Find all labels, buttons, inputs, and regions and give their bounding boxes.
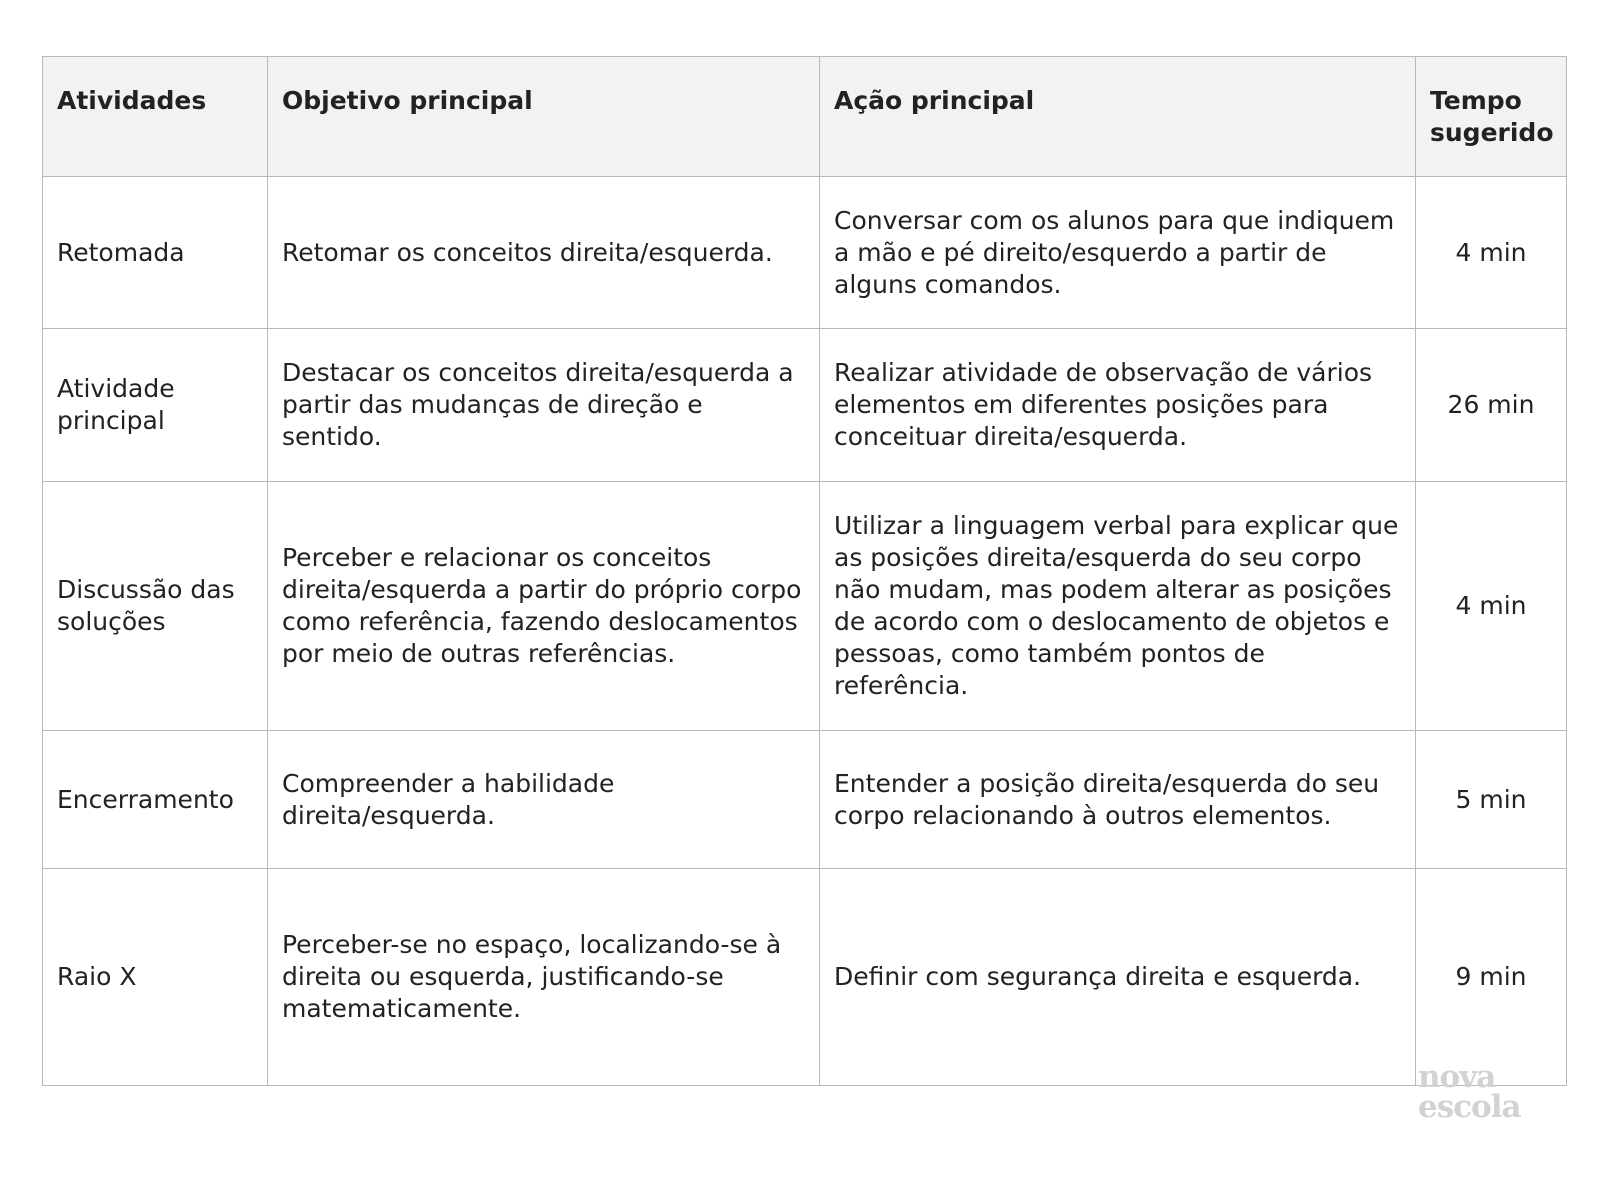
goal-text: Compreender a habilidade direita/esquerda.: [282, 768, 615, 830]
action-text: Utilizar a linguagem verbal para explicar que as posições direita/esquerda do seu corpo não mudam, mas podem alterar as posições de acordo com o deslocamento de objetos e pessoas, como também pontos de referência.: [834, 511, 1399, 700]
header-main-goal: Objetivo principal: [268, 57, 820, 177]
activity-text: Raio X: [57, 962, 137, 991]
table-header-row: [43, 57, 1567, 177]
activity-cell: [43, 731, 268, 869]
nova-escola-logo: [1418, 1059, 1538, 1125]
time-text: 26 min: [1447, 390, 1535, 419]
action-cell: [820, 869, 1416, 1086]
time-cell: [1416, 869, 1567, 1086]
time-text: 9 min: [1455, 962, 1527, 991]
goal-cell: [268, 177, 820, 329]
logo-line-2: escola: [1418, 1089, 1521, 1125]
table-row: [43, 869, 1567, 1086]
goal-text: Perceber-se no espaço, localizando-se à direita ou esquerda, justificando-se matematicamente.: [282, 930, 782, 1023]
header-main-action: Ação principal: [820, 57, 1416, 177]
header-activities: Atividades: [43, 57, 268, 177]
action-text: Realizar atividade de observação de vários elementos em diferentes posições para conceituar direita/esquerda.: [834, 358, 1373, 451]
table-row: [43, 482, 1567, 731]
lesson-plan-table: [42, 56, 1567, 1086]
time-cell: [1416, 177, 1567, 329]
activity-cell: [43, 869, 268, 1086]
table-row: [43, 329, 1567, 482]
time-cell: [1416, 731, 1567, 869]
activity-text: Discussão das soluções: [57, 575, 235, 636]
goal-text: Destacar os conceitos direita/esquerda a partir das mudanças de direção e sentido.: [282, 358, 794, 451]
time-text: 4 min: [1455, 237, 1527, 267]
header-suggested-time: Tempo sugerido: [1416, 57, 1567, 177]
goal-cell: [268, 869, 820, 1086]
activity-text: Atividade principal: [57, 374, 175, 435]
action-cell: [820, 482, 1416, 731]
time-cell: [1416, 482, 1567, 731]
goal-cell: [268, 329, 820, 482]
table-row: [43, 731, 1567, 869]
action-cell: [820, 177, 1416, 329]
time-text: 5 min: [1455, 784, 1527, 814]
activity-cell: [43, 329, 268, 482]
goal-text: Perceber e relacionar os conceitos direita/esquerda a partir do próprio corpo como referência, fazendo deslocamentos por meio de outras referências.: [282, 543, 802, 668]
goal-cell: [268, 482, 820, 731]
activity-text: Encerramento: [57, 784, 234, 814]
action-cell: [820, 329, 1416, 482]
goal-text: Retomar os conceitos direita/esquerda.: [282, 237, 773, 267]
action-text: Conversar com os alunos para que indiquem a mão e pé direito/esquerdo a partir de alguns comandos.: [834, 205, 1395, 299]
action-text: Entender a posição direita/esquerda do seu corpo relacionando à outros elementos.: [834, 768, 1380, 830]
activity-cell: [43, 177, 268, 329]
activity-cell: [43, 482, 268, 731]
time-cell: [1416, 329, 1567, 482]
goal-cell: [268, 731, 820, 869]
table-row: [43, 177, 1567, 329]
activity-text: Retomada: [57, 237, 185, 267]
time-text: 4 min: [1455, 591, 1527, 620]
action-text: Definir com segurança direita e esquerda.: [834, 962, 1362, 991]
logo-line-1: nova: [1418, 1059, 1496, 1095]
action-cell: [820, 731, 1416, 869]
